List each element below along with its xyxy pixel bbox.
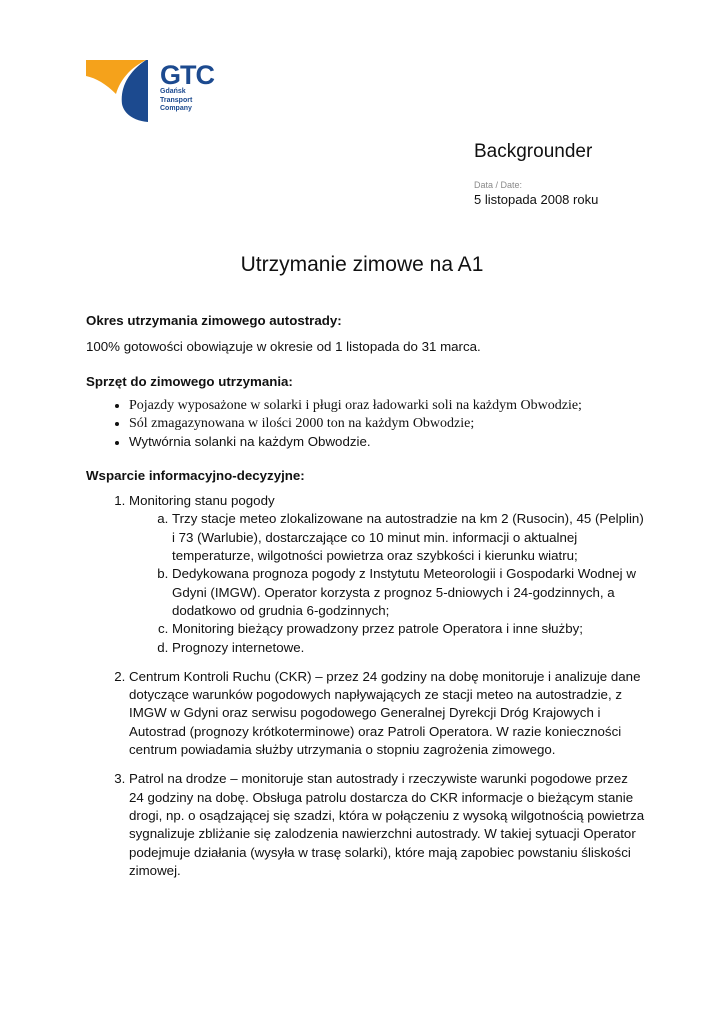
date-value: 5 listopada 2008 roku [474, 192, 599, 207]
list-item: • Sól zmagazynowana w ilości 2000 ton na każdym Obwodzie; [129, 415, 646, 433]
list-item: a. Trzy stacje meteo zlokalizowane na autostradzie na km 2 (Rusocin), 45 (Pelplin) i 73 (Warlubie), dostarczające co 10 minut min. informacji o aktualnej temperaturze, wilgotności powietrza oraz szybkości i kierunku wiatru; [172, 510, 646, 565]
logo-company-name: Gdańsk Transport Company [160, 88, 193, 112]
support-list [86, 492, 646, 880]
section-heading-support: Wsparcie informacyjno-decyzyjne: [86, 467, 305, 483]
list-item: • Pojazdy wyposażone w solarki i pługi oraz ładowarki soli na każdym Obwodzie; [129, 397, 646, 415]
document-body [86, 312, 646, 891]
company-logo [86, 58, 244, 124]
list-item: c. Monitoring bieżący prowadzony przez patrole Operatora i inne służby; [172, 620, 646, 638]
list-item: 2. Centrum Kontroli Ruchu (CKR) – przez 24 godziny na dobę monitoruje i analizuje dane dotyczące warunków pogodowych napływających ze stacji meteo na autostradzie, z IMGW w Gdyni oraz serwisu pogodowego Generalnej Dyrekcji Dróg Krajowych i Autostrad (prognozy krótkoterminowe) oraz Patroli Operatora. W razie konieczności centrum powiadamia służby utrzymania o stopniu zagrożenia zimowego. [129, 668, 646, 759]
document-type: Backgrounder [474, 141, 593, 162]
section-heading-period: Okres utrzymania zimowego autostrady: [86, 313, 342, 328]
list-item: • Wytwórnia solanki na każdym Obwodzie. [129, 433, 646, 452]
list-item: b. Dedykowana prognoza pogody z Instytutu Meteorologii i Gospodarki Wodnej w Gdyni (IMGW). Operator korzysta z prognoz 5-dniowych i 24-godzinnych, a dodatkowo od grudnia 6-godzinnych; [172, 565, 646, 620]
section-text-period: 100% gotowości obowiązuje w okresie od 1 listopada do 31 marca. [86, 339, 481, 355]
equipment-list [86, 397, 646, 452]
logo-brand-text: GTC [160, 60, 214, 90]
weather-monitoring-sublist [129, 510, 646, 656]
list-item: 3. Patrol na drodze – monitoruje stan autostrady i rzeczywiste warunki pogodowe przez 24 godziny na dobę. Obsługa patrolu dostarcza do CKR informacje o bieżącym stanie drogi, np. o osądzającej się szadzi, która w połączeniu z wysoką wilgotnością powietrza sygnalizuje zbliżanie się zalodzenia nawierzchni autostrady. W takiej sytuacji Operator podejmuje działania (wysyła w trasę solarki), które mają zapobiec powstaniu śliskości zimowej. [129, 770, 646, 880]
list-item: d. Prognozy internetowe. [172, 639, 646, 657]
date-label: Data / Date: [474, 180, 523, 190]
document-title: Utrzymanie zimowe na A1 [240, 253, 484, 276]
section-heading-equipment: Sprzęt do zimowego utrzymania: [86, 373, 293, 389]
list-item: 1. Monitoring stanu pogody a. Trzy stacje meteo zlokalizowane na autostradzie na km 2 (Rusocin), 45 (Pelplin) i 73 (Warlubie), dostarczające co 10 minut min. informacji o aktualnej temperaturze, wilgotności powietrza oraz szybkości i kierunku wiatru; b. Dedykowana prognoza pogody z Instytutu Meteorologii i Gospodarki Wodnej w Gdyni (IMGW). Operator korzysta z prognoz 5-dniowych i 24-godzinnych, a dodatkowo od grudnia 6-godzinnych; c. Monitoring bieżący prowadzony przez patrole Operatora i inne służby; d. Prognozy internetowe. [129, 492, 646, 657]
